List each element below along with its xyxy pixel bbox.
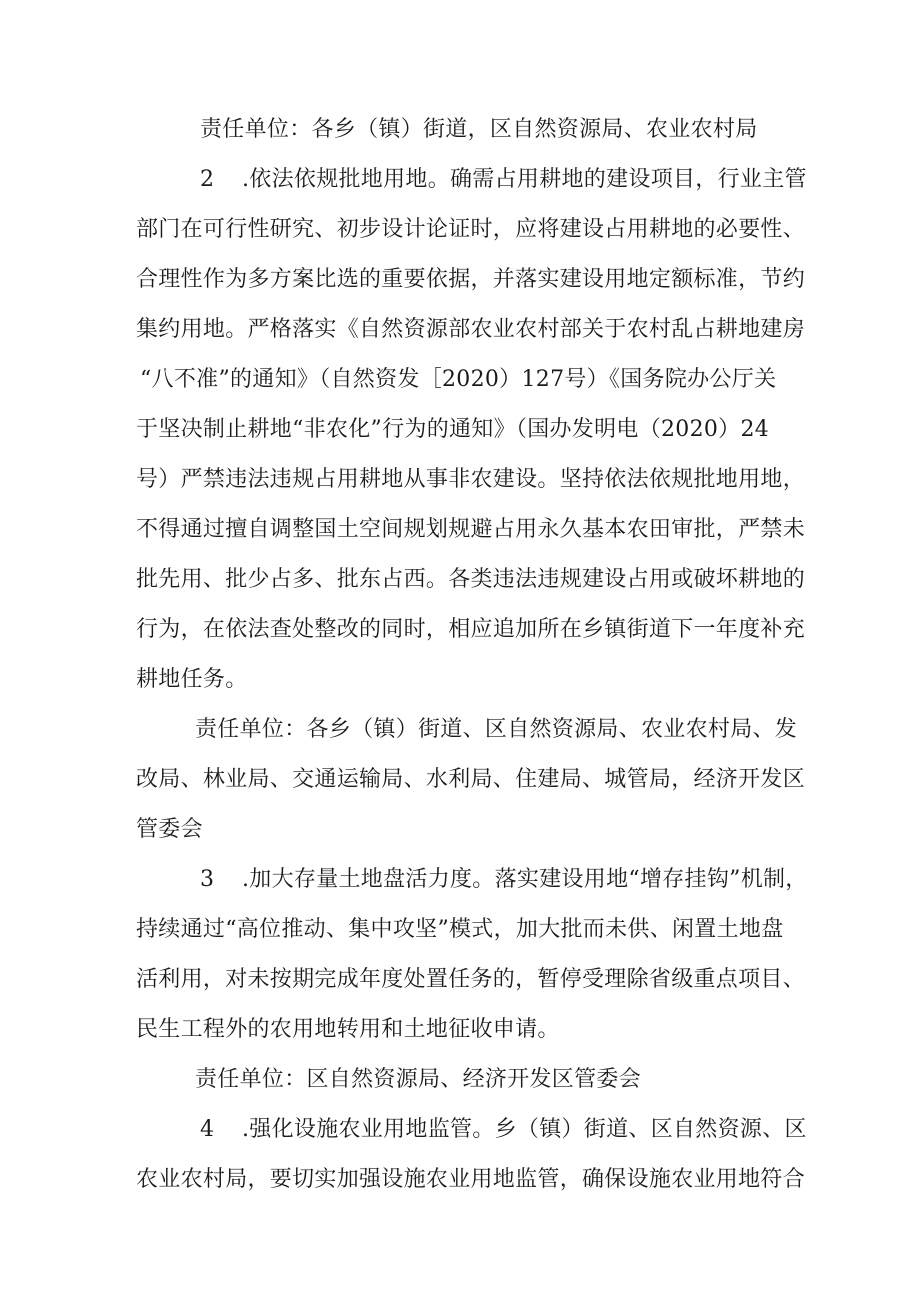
paragraph-line: 批先用、批少占多、批东占西。各类违法违规建设占用或破坏耕地的 xyxy=(136,567,806,592)
responsibility-line-3: 责任单位：区自然资源局、经济开发区管委会 xyxy=(195,1067,642,1092)
paragraph-line: 民生工程外的农用地转用和土地征收申请。 xyxy=(136,1017,560,1042)
responsibility-line-2: 责任单位：各乡（镇）街道、区自然资源局、农业农村局、发 xyxy=(195,717,798,742)
item-3-heading xyxy=(200,865,808,895)
paragraph-line: 部门在可行性研究、初步设计论证时，应将建设占用耕地的必要性、 xyxy=(136,217,806,242)
item-2-text: .依法依规批地用地。确需占用耕地的建设项目，行业主管 xyxy=(242,167,807,192)
item-4-heading xyxy=(200,1115,807,1145)
paragraph-line: 于坚决制止耕地“非农化”行为的通知》（国办发明电（2020）24 xyxy=(136,417,770,442)
item-4-text: .强化设施农业用地监管。乡（镇）街道、区自然资源、区 xyxy=(242,1117,807,1142)
item-number-4: 4 xyxy=(200,1117,215,1142)
paragraph-line: “八不准”的通知》（自然资发［2020）127号）《国务院办公厅关 xyxy=(140,367,777,392)
paragraph-line: 活利用，对未按期完成年度处置任务的，暂停受理除省级重点项目、 xyxy=(136,967,806,992)
paragraph-line: 号）严禁违法违规占用耕地从事非农建设。坚持依法依规批地用地， xyxy=(136,467,806,492)
paragraph-line: 集约用地。严格落实《自然资源部农业农村部关于农村乱占耕地建房 xyxy=(136,317,806,342)
item-2-heading xyxy=(200,165,807,195)
paragraph-line: 合理性作为多方案比选的重要依据，并落实建设用地定额标准，节约 xyxy=(136,267,806,292)
paragraph-line: 改局、林业局、交通运输局、水利局、住建局、城管局，经济开发区 xyxy=(136,767,806,792)
paragraph-line: 管委会 xyxy=(136,817,203,842)
paragraph-line: 持续通过“高位推动、集中攻坚”模式，加大批而未供、闲置土地盘 xyxy=(136,917,784,942)
paragraph-line: 不得通过擅自调整国土空间规划规避占用永久基本农田审批，严禁未 xyxy=(136,517,806,542)
item-number-2: 2 xyxy=(200,167,215,192)
paragraph-line: 耕地任务。 xyxy=(136,667,248,692)
item-3-text: .加大存量土地盘活力度。落实建设用地“增存挂钩”机制， xyxy=(242,867,808,892)
paragraph-line: 行为，在依法查处整改的同时，相应追加所在乡镇街道下一年度补充 xyxy=(136,617,806,642)
paragraph-line: 农业农村局，要切实加强设施农业用地监管，确保设施农业用地符合 xyxy=(136,1167,806,1192)
responsibility-line-1: 责任单位：各乡（镇）街道，区自然资源局、农业农村局 xyxy=(200,117,758,142)
item-number-3: 3 xyxy=(200,867,215,892)
